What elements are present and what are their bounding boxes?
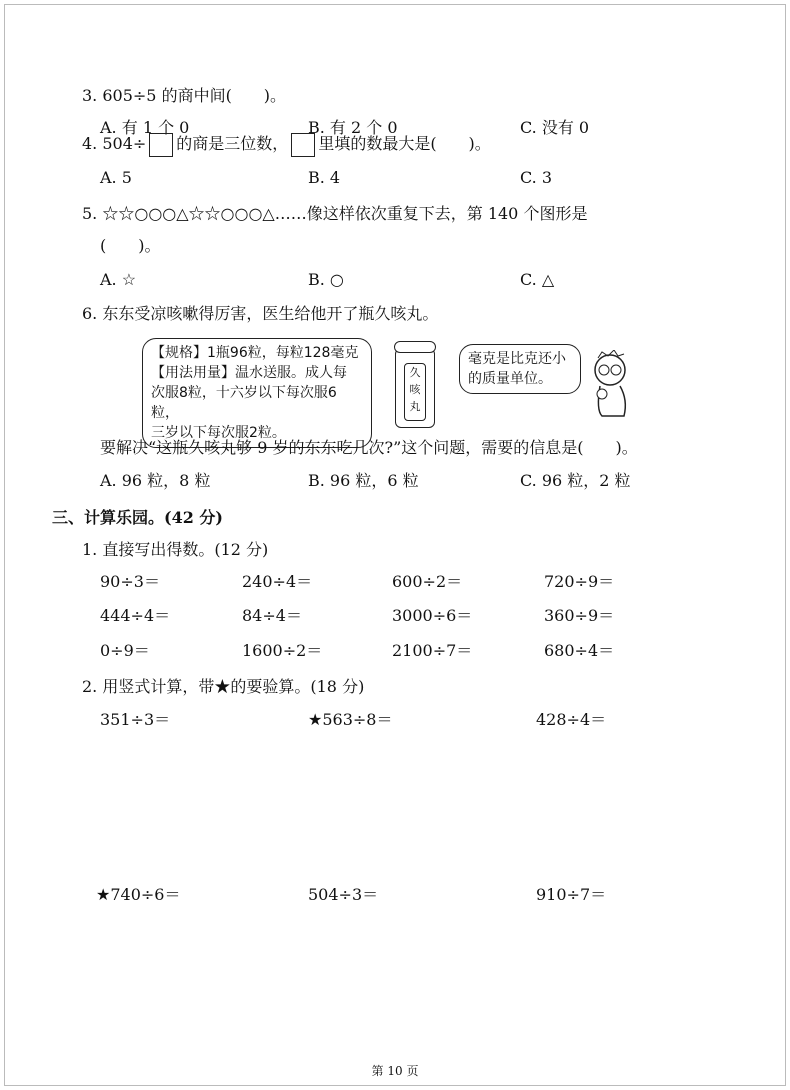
q5-option-b: B. ○ <box>308 270 344 289</box>
calc-item: 240÷4＝ <box>242 572 313 591</box>
label-line: 三岁以下每次服2粒。 <box>151 425 286 441</box>
question-5: 5. ☆☆○○○△☆☆○○○△……像这样依次重复下去，第 140 个图形是 <box>82 204 588 223</box>
calc-item: 0÷9＝ <box>100 641 150 660</box>
calc-item: 84÷4＝ <box>242 606 302 625</box>
q4-option-a: A. 5 <box>100 168 132 187</box>
label-line: 【规格】1瓶96粒，每粒128毫克 <box>151 345 359 361</box>
calc-item: 680÷4＝ <box>544 641 615 660</box>
medicine-label-bubble <box>142 338 372 448</box>
calc-item: 600÷2＝ <box>392 572 463 591</box>
q5-option-a: A. ☆ <box>100 270 137 289</box>
q3-option-b: B. 有 2 个 0 <box>308 118 398 137</box>
q4-option-c: C. 3 <box>520 168 553 187</box>
part-2-title-b: 的要验算。(18 分) <box>230 677 365 696</box>
vertical-calc-item: ★563÷8＝ <box>308 710 393 729</box>
vertical-calc-item: ★740÷6＝ <box>96 885 181 904</box>
vertical-calc-item: 428÷4＝ <box>536 710 607 729</box>
question-3: 3. 605÷5 的商中间( )。 <box>82 86 287 105</box>
q4-option-b: B. 4 <box>308 168 341 187</box>
jar-label-char: 丸 <box>409 400 421 413</box>
q5-blank: ( )。 <box>100 236 161 255</box>
vertical-calc-item: 351÷3＝ <box>100 710 171 729</box>
calc-item: 3000÷6＝ <box>392 606 473 625</box>
section-3-title: 三、计算乐园。(42 分) <box>52 508 223 527</box>
calc-item: 444÷4＝ <box>100 606 171 625</box>
jar-label-char: 久 <box>409 366 421 379</box>
bubble-line: 的质量单位。 <box>468 371 552 387</box>
page-number: 第 10 页 <box>371 1064 419 1078</box>
q3-option-c: C. 没有 0 <box>520 118 590 137</box>
vertical-calc-item: 504÷3＝ <box>308 885 379 904</box>
q5-option-c: C. △ <box>520 270 555 289</box>
q6-option-c: C. 96 粒，2 粒 <box>520 471 631 490</box>
calc-item: 1600÷2＝ <box>242 641 323 660</box>
star-icon: ★ <box>96 885 111 904</box>
kid-speech-bubble <box>459 344 581 394</box>
medicine-jar-icon <box>395 348 435 428</box>
vertical-calc-item: 910÷7＝ <box>536 885 607 904</box>
calc-item: 360÷9＝ <box>544 606 615 625</box>
calc-item: 720÷9＝ <box>544 572 615 591</box>
star-icon: ★ <box>308 710 323 729</box>
calc-item: 90÷3＝ <box>100 572 160 591</box>
star-icon: ★ <box>214 677 231 696</box>
calc-item: 2100÷7＝ <box>392 641 473 660</box>
q3-option-a: A. 有 1 个 0 <box>100 118 190 137</box>
part-2-title-a: 2. 用竖式计算，带 <box>82 677 215 696</box>
blank-box <box>291 133 315 157</box>
label-line: 【用法用量】温水送服。成人每 <box>151 365 347 381</box>
q6-option-a: A. 96 粒，8 粒 <box>100 471 211 490</box>
kid-illustration-icon <box>588 350 638 420</box>
q6-question: 要解决“这瓶久咳丸够 9 岁的东东吃几次?”这个问题，需要的信息是( )。 <box>100 438 638 457</box>
bubble-line: 毫克是比克还小 <box>468 351 566 367</box>
label-line: 次服8粒，十六岁以下每次服6粒， <box>151 385 337 421</box>
jar-label-char: 咳 <box>409 383 421 396</box>
part-1-title: 1. 直接写出得数。(12 分) <box>82 540 269 559</box>
q6-option-b: B. 96 粒，6 粒 <box>308 471 419 490</box>
q4-prefix: 4. 504÷ <box>82 134 147 153</box>
question-4 <box>82 131 491 157</box>
q4-middle: 的商是三位数， <box>176 134 289 153</box>
q4-suffix: 里填的数最大是( )。 <box>318 134 491 153</box>
blank-box <box>149 133 173 157</box>
question-6: 6. 东东受凉咳嗽得厉害，医生给他开了瓶久咳丸。 <box>82 304 439 323</box>
part-2-title <box>82 677 364 697</box>
